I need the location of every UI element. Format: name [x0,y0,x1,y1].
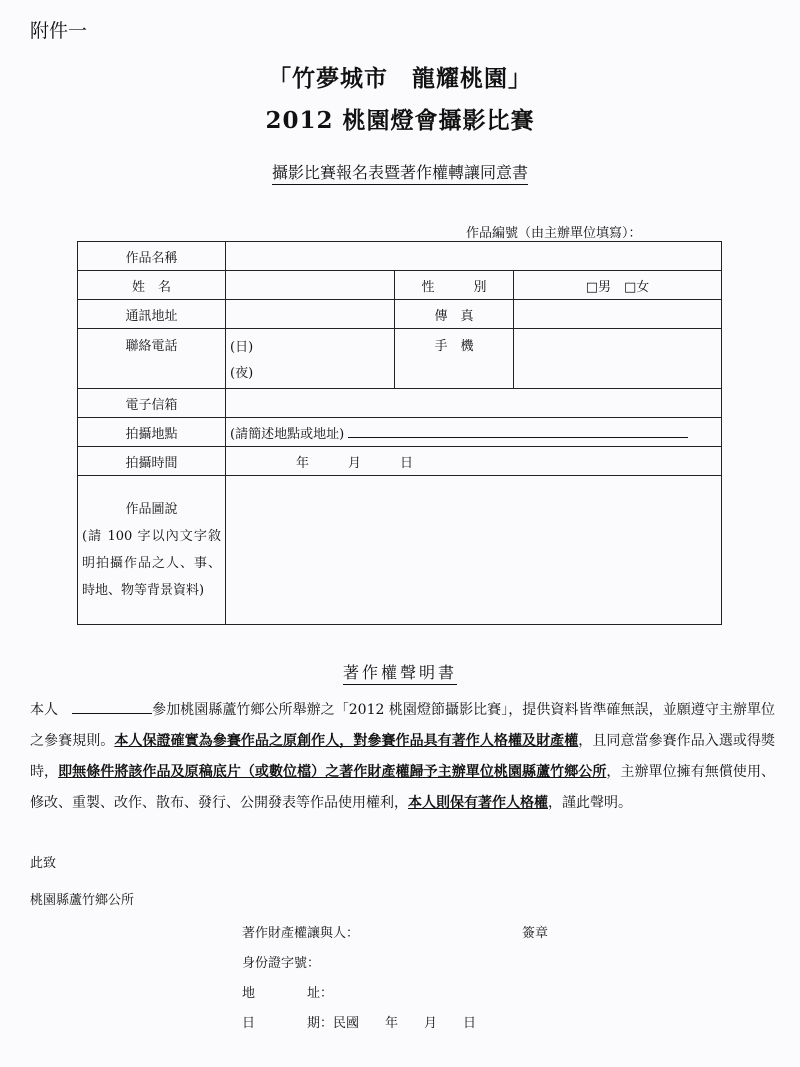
closing-to: 此致 [30,856,57,871]
field-fax[interactable] [514,300,722,329]
label-address: 通訊地址 [78,300,226,329]
field-address[interactable] [226,300,395,329]
label-email: 電子信箱 [78,389,226,418]
label-work-name: 作品名稱 [78,242,226,271]
copyright-paragraph: 本人 參加桃園縣蘆竹鄉公所舉辦之「2012 桃園燈節攝影比賽」，提供資料皆準確無誤，並願遵守主辦單位之參賽規則。本人保證確實為參賽作品之原創作人，對參賽作品具有著作人格權及財產權，且同意當參賽作品入選或得獎時，即無條件將該作品及原稿底片（或數位檔）之著作財產權歸予主辦單位桃園縣蘆竹鄉公所，主辦單位擁有無償使用、修改、重製、改作、散布、發行、公開發表等作品使用權利，本人則保有著作人格權，謹此聲明。 [30,695,775,819]
field-phone[interactable] [226,329,395,389]
field-work-name[interactable] [226,242,722,271]
field-description[interactable] [226,476,722,625]
phone-night: (夜) [230,366,254,381]
registration-table [77,241,722,625]
label-location: 拍攝地點 [78,418,226,447]
label-time: 拍攝時間 [78,447,226,476]
location-line [348,425,688,438]
sign-address: 地 址： [242,986,334,1001]
label-name: 姓名 [78,271,226,300]
sign-id: 身份證字號： [242,956,321,971]
name-blank[interactable] [72,699,152,714]
field-mobile[interactable] [514,329,722,389]
label-mobile: 手 機 [395,329,514,389]
sign-date: 日 期：民國 年 月 日 [242,1016,477,1031]
field-gender[interactable]: □男 □女 [514,271,722,300]
form-subtitle: 攝影比賽報名表暨著作權轉讓同意書 [0,160,800,183]
label-phone: 聯絡電話 [78,329,226,389]
closing-recipient: 桃園縣蘆竹鄉公所 [30,893,135,908]
label-description: 作品圖說 (請 100 字以內文字敘明拍攝作品之人、事、時地、物等背景資料) [78,476,226,625]
title-line-2: 2012 桃園燈會攝影比賽 [265,107,535,134]
work-number-label: 作品編號（由主辦單位填寫）： [466,226,642,241]
phone-day: (日) [230,340,254,355]
attachment-label: 附件一 [30,20,88,42]
field-name[interactable] [226,271,395,300]
sign-assignor: 著作財產權讓與人： [242,926,360,941]
location-hint: (請簡述地點或地址) [230,426,345,442]
field-time[interactable]: 年 月 日 [226,447,722,476]
copyright-title: 著作權聲明書 [0,660,800,683]
label-gender: 性 別 [395,271,514,300]
field-email[interactable] [226,389,722,418]
label-fax: 傳 真 [395,300,514,329]
title-line-1: 「竹夢城市 龍耀桃園」 [268,65,532,92]
sign-seal: 簽章 [522,926,549,941]
field-location[interactable] [226,418,722,447]
description-hint: (請 100 字以內文字敘明拍攝作品之人、事、時地、物等背景資料) [82,529,221,598]
